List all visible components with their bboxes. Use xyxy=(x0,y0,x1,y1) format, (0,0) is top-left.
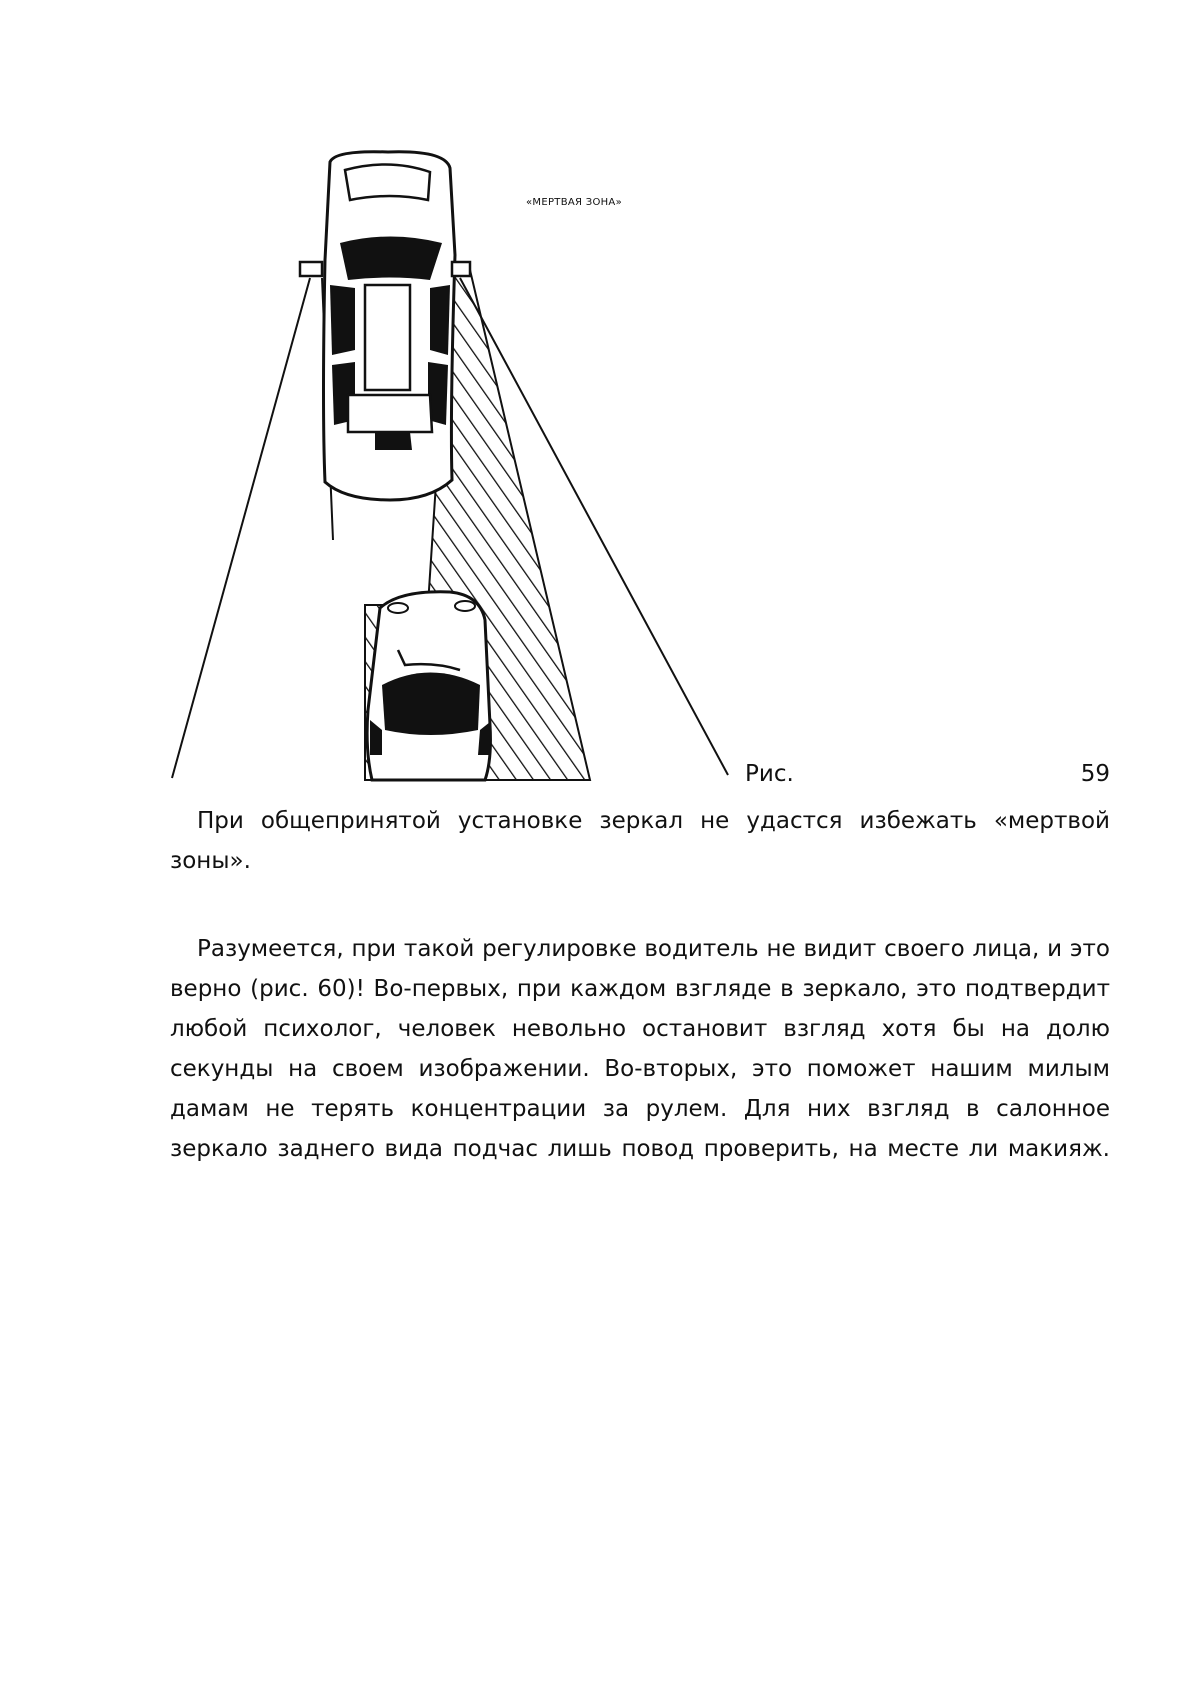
left-mirror-sightline xyxy=(172,278,310,778)
paragraph-1-line-1: При общепринятой установке зеркал не удастся избежать «мертвой xyxy=(197,808,1110,834)
caption-number: 59 xyxy=(1080,761,1110,787)
figure-caption xyxy=(745,758,1110,790)
blind-zone-illustration xyxy=(160,150,730,785)
caption-word: Рис. xyxy=(745,761,794,787)
blind-zone-figure xyxy=(160,150,730,785)
paragraph-1-line-2: зоны». xyxy=(170,848,251,874)
blind-zone-label: «МЕРТВАЯ ЗОНА» xyxy=(526,197,622,208)
own-car xyxy=(300,152,470,500)
following-car xyxy=(367,592,490,780)
paragraph-2: Разумеется, при такой регулировке водитель не видит своего лица, и это верно (рис. 60)! Во-первых, при каждом взгляде в зеркало, это подтвердит любой психолог, человек невольно остановит взгляд хотя бы на долю секунды на своем изображении. Во-вторых, это поможет нашим милым дамам не терять концентрации за рулем. Для них взгляд в салонное зеркало заднего вида подчас лишь повод проверить, на месте ли макияж. xyxy=(170,936,1110,1162)
